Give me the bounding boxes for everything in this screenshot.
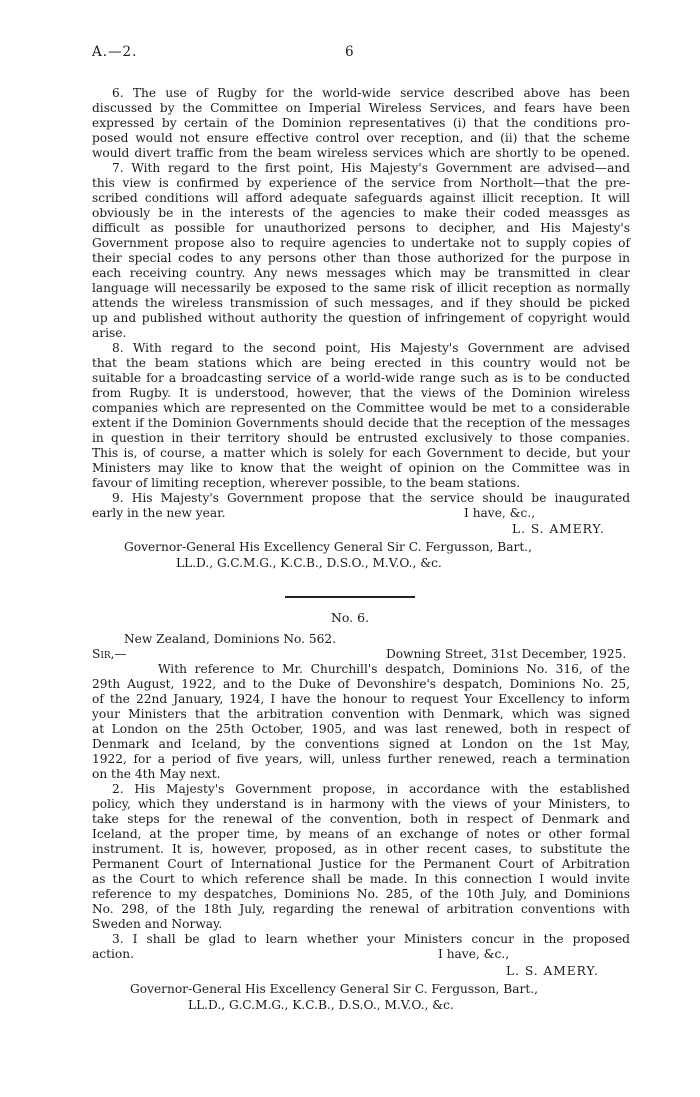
text-line: attends the wireless transmission of such messages, and if they should be picked	[92, 296, 630, 310]
text-line: early in the new year.	[92, 506, 226, 520]
page-number: 6	[345, 44, 354, 60]
text-line: 8. With regard to the second point, His Majesty's Government are advised	[112, 341, 630, 355]
text-line: reference to my despatches, Dominions No. 285, of the 10th July, and Dominions	[92, 887, 630, 901]
text-line: expressed by certain of the Dominion representatives (i) that the conditions pro-	[92, 116, 630, 130]
text-line: policy, which they understand is in harmony with the views of your Ministers, to	[92, 797, 630, 811]
signature: L. S. AMERY.	[506, 964, 599, 978]
text-line: in question in their territory should be entrusted exclusively to those companies.	[92, 431, 630, 445]
text-line: obviously be in the interests of the agencies to make their coded meassges as	[92, 206, 630, 220]
text-line: suitable for a broadcasting service of a world-wide range such as is to be conducted	[92, 371, 630, 385]
document-number: No. 6.	[330, 610, 370, 625]
text-line: from Rugby. It is understood, however, that the views of the Dominion wireless	[92, 386, 630, 400]
text-line: difficult as possible for unauthorized persons to decipher, and His Majesty's	[92, 221, 630, 235]
text-line: 7. With regard to the first point, His Majesty's Government are advised—and	[112, 161, 630, 175]
text-line: This is, of course, a matter which is solely for each Government to decide, but your	[92, 446, 630, 460]
text-line: Government propose also to require agencies to undertake not to supply copies of	[92, 236, 630, 250]
text-line: this view is confirmed by experience of the service from Northolt—that the pre-	[92, 176, 630, 190]
text-line: Iceland, at the proper time, by means of an exchange of notes or other formal	[92, 827, 630, 841]
text-line: would divert traffic from the beam wireless services which are shortly to be opened.	[92, 146, 630, 160]
text-line: arise.	[92, 326, 127, 340]
text-line: on the 4th May next.	[92, 767, 221, 781]
text-line: favour of limiting reception, wherever possible, to the beam stations.	[92, 476, 521, 490]
text-line: 6. The use of Rugby for the world-wide service described above has been	[112, 86, 630, 100]
text-line: 3. I shall be glad to learn whether your Ministers concur in the proposed	[112, 932, 630, 946]
addressee: Governor-General His Excellency General Sir C. Fergusson, Bart.,	[130, 982, 538, 996]
text-line: take steps for the renewal of the convention, both in respect of Denmark and	[92, 812, 630, 826]
closing-phrase: I have, &c.,	[464, 506, 536, 520]
section-divider	[285, 596, 415, 598]
text-line: instrument. It is, however, proposed, as in other recent cases, to substitute the	[92, 842, 630, 856]
text-line: posed would not ensure effective control over reception, and (ii) that the scheme	[92, 131, 630, 145]
dispatch-reference: New Zealand, Dominions No. 562.	[124, 632, 336, 646]
text-line: Sweden and Norway.	[92, 917, 223, 931]
text-line: that the beam stations which are being erected in this country would not be	[92, 356, 630, 370]
signature: L. S. AMERY.	[512, 522, 605, 536]
text-line: up and published without authority the question of infringement of copyright would	[92, 311, 630, 325]
text-line: of the 22nd January, 1924, I have the honour to request Your Excellency to inform	[92, 692, 630, 706]
text-line: action.	[92, 947, 134, 961]
text-line: at London on the 25th October, 1905, and was last renewed, both in respect of	[92, 722, 630, 736]
text-line: as the Court to which reference shall be made. In this connection I would invite	[92, 872, 630, 886]
addressee: LL.D., G.C.M.G., K.C.B., D.S.O., M.V.O., &c.	[176, 556, 442, 570]
text-line: your Ministers that the arbitration convention with Denmark, which was signed	[92, 707, 630, 721]
place-date: Downing Street, 31st December, 1925.	[386, 647, 627, 661]
text-line: Permanent Court of International Justice for the Permanent Court of Arbitration	[92, 857, 630, 871]
addressee: LL.D., G.C.M.G., K.C.B., D.S.O., M.V.O., &c.	[188, 998, 454, 1012]
text-line: 29th August, 1922, and to the Duke of Devonshire's despatch, Dominions No. 25,	[92, 677, 630, 691]
header-reference: A.—2.	[92, 44, 138, 60]
text-line: 9. His Majesty's Government propose that the service should be inaugurated	[112, 491, 630, 505]
text-line: each receiving country. Any news messages which may be transmitted in clear	[92, 266, 630, 280]
text-line: scribed conditions will afford adequate safeguards against illicit reception. It will	[92, 191, 630, 205]
text-line: 1922, for a period of five years, will, unless further renewed, reach a termination	[92, 752, 630, 766]
text-line: companies which are represented on the Committee would be met to a considerable	[92, 401, 630, 415]
text-line: language will necessarily be exposed to the same risk of illicit reception as normally	[92, 281, 630, 295]
text-line: Denmark and Iceland, by the conventions signed at London on the 1st May,	[92, 737, 630, 751]
text-line: With reference to Mr. Churchill's despatch, Dominions No. 316, of the	[158, 662, 630, 676]
text-line: their special codes to any persons other than those authorized for the purpose in	[92, 251, 630, 265]
text-line: discussed by the Committee on Imperial Wireless Services, and fears have been	[92, 101, 630, 115]
text-line: extent if the Dominion Governments should decide that the reception of the messages	[92, 416, 630, 430]
salutation: Sir,—	[92, 647, 127, 661]
closing-phrase: I have, &c.,	[438, 947, 510, 961]
text-line: No. 298, of the 18th July, regarding the renewal of arbitration conventions with	[92, 902, 630, 916]
text-line: Ministers may like to know that the weight of opinion on the Committee was in	[92, 461, 630, 475]
addressee: Governor-General His Excellency General Sir C. Fergusson, Bart.,	[124, 540, 532, 554]
text-line: 2. His Majesty's Government propose, in accordance with the established	[112, 782, 630, 796]
